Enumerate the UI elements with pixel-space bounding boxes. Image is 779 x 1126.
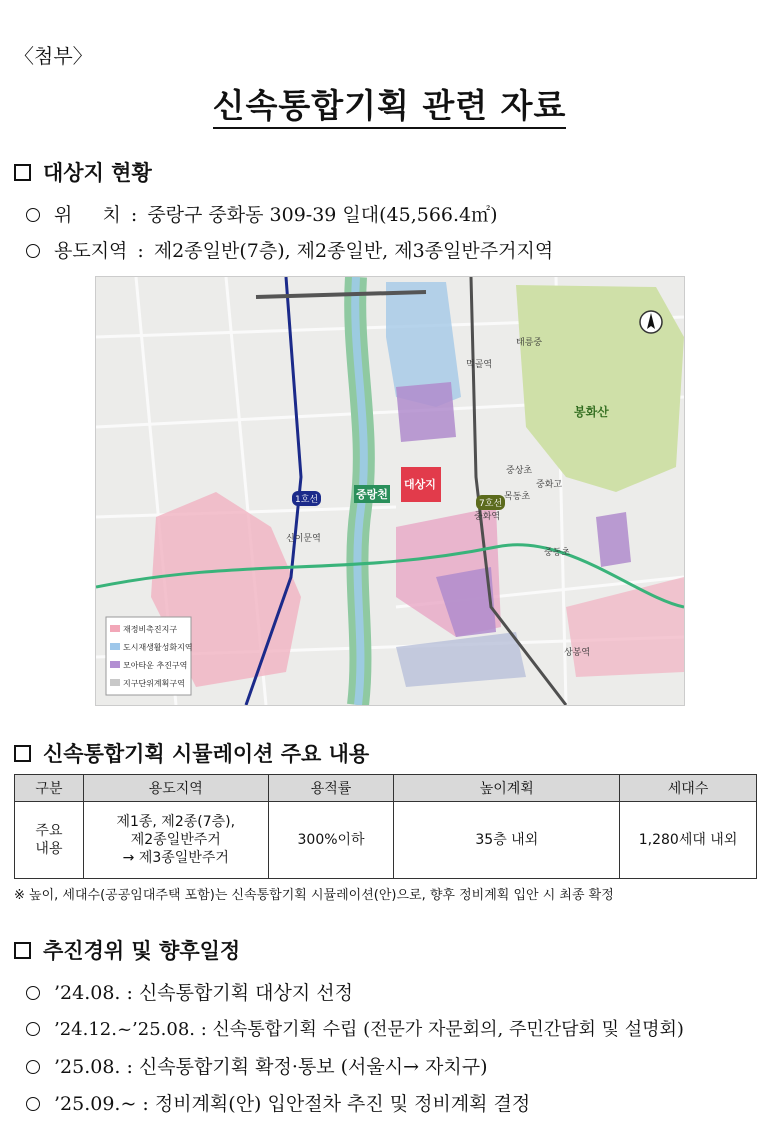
circle-bullet-icon (26, 244, 40, 258)
map-label-station-sinimun: 신이문역 (286, 534, 321, 544)
map-label-school-jungdong: 중동초 (544, 548, 571, 558)
map-label-station-meokgol: 먹골역 (466, 360, 493, 370)
map-legend (110, 621, 193, 693)
circle-bullet-icon (26, 208, 40, 222)
map-label-line1: 1호선 (292, 491, 321, 506)
table-cell-zoning: 제1종, 제2종(7층), 제2종일반주거 → 제3종일반주거 (83, 802, 268, 879)
table-cell-far: 300%이하 (268, 802, 394, 879)
site-map (95, 276, 685, 706)
checkbox-icon (14, 942, 31, 959)
checkbox-icon (14, 745, 31, 762)
circle-bullet-icon (26, 986, 40, 1000)
simulation-table (14, 774, 757, 879)
legend-swatch-icon (110, 643, 120, 650)
legend-item: 지구단위계획구역 (110, 675, 193, 693)
legend-swatch-icon (110, 661, 120, 668)
legend-item: 모아타운 추진구역 (110, 657, 193, 675)
zoning-line: 용도지역 : 제2종일반(7층), 제2종일반, 제3종일반주거지역 (26, 236, 553, 263)
map-label-school-mokdong: 목동초 (504, 492, 531, 502)
table-header: 구분 (15, 775, 84, 802)
circle-bullet-icon (26, 1097, 40, 1111)
schedule-item: ’25.09.~ : 정비계획(안) 입안절차 추진 및 정비계획 결정 (26, 1089, 530, 1116)
section-heading-schedule: 추진경위 및 향후일정 (14, 935, 240, 965)
map-label-stream: 중랑천 (354, 485, 390, 503)
circle-bullet-icon (26, 1022, 40, 1036)
map-label-school-taereung: 태릉중 (516, 338, 543, 348)
map-label-target: 대상지 (404, 478, 436, 491)
map-label-station-sangbong: 상봉역 (564, 648, 591, 658)
page-title: 신속통합기획 관련 자료 (0, 80, 779, 127)
table-header: 용도지역 (83, 775, 268, 802)
schedule-item: ’24.08. : 신속통합기획 대상지 선정 (26, 978, 353, 1005)
section-heading-simulation: 신속통합기획 시뮬레이션 주요 내용 (14, 738, 369, 768)
table-row (15, 802, 757, 879)
schedule-item: ’24.12.~’25.08. : 신속통합기획 수립 (전문가 자문회의, 주민간담회 및 설명회) (26, 1015, 684, 1041)
table-footnote: ※ 높이, 세대수(공공임대주택 포함)는 신속통합기획 시뮬레이션(안)으로, 향후 정비계획 입안 시 최종 확정 (14, 888, 614, 903)
table-header: 용적률 (268, 775, 394, 802)
checkbox-icon (14, 164, 31, 181)
table-cell-height: 35층 내외 (394, 802, 620, 879)
location-line: 위 치 : 중랑구 중화동 309-39 일대(45,566.4㎡) (26, 200, 498, 227)
map-label-school-jungsang: 중상초 (506, 466, 533, 476)
legend-item: 도시재생활성화지역 (110, 639, 193, 657)
map-label-school-junghwa: 중화고 (536, 480, 563, 490)
table-cell-row-label: 주요 내용 (15, 802, 84, 879)
attachment-label: 〈첨부〉 (14, 44, 93, 68)
map-label-park: 봉화산 (574, 405, 609, 419)
table-header: 높이계획 (394, 775, 620, 802)
legend-swatch-icon (110, 625, 120, 632)
map-label-station-junghwa: 중화역 (474, 512, 501, 522)
table-header-row (15, 775, 757, 802)
section-heading-site-status: 대상지 현황 (14, 157, 152, 187)
map-label-line7: 7호선 (476, 495, 505, 510)
legend-item: 재정비촉진지구 (110, 621, 193, 639)
legend-swatch-icon (110, 679, 120, 686)
table-cell-households: 1,280세대 내외 (620, 802, 757, 879)
circle-bullet-icon (26, 1060, 40, 1074)
schedule-item: ’25.08. : 신속통합기획 확정·통보 (서울시→ 자치구) (26, 1052, 488, 1079)
table-header: 세대수 (620, 775, 757, 802)
